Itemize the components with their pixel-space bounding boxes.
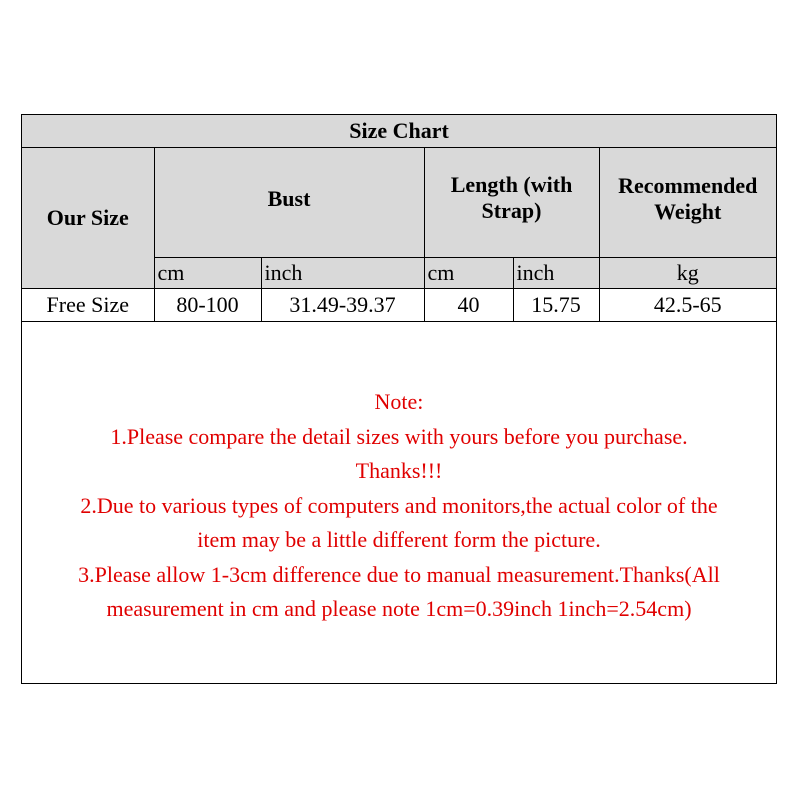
- table-title: Size Chart: [22, 115, 776, 148]
- cell-weight: 42.5-65: [599, 289, 776, 322]
- cell-length-inch: 15.75: [513, 289, 599, 322]
- header-weight: Recommended Weight: [599, 148, 776, 258]
- header-length: Length (with Strap): [424, 148, 599, 258]
- unit-length-inch: inch: [513, 258, 599, 289]
- note-line: 3.Please allow 1-3cm difference due to manual measurement.Thanks(All: [78, 561, 720, 587]
- table-header-row: [22, 148, 776, 258]
- unit-bust-inch: inch: [261, 258, 424, 289]
- cell-size: Free Size: [22, 289, 154, 322]
- unit-length-cm: cm: [424, 258, 513, 289]
- unit-weight: kg: [599, 258, 776, 289]
- note-line: item may be a little different form the picture.: [197, 527, 601, 552]
- unit-bust-cm: cm: [154, 258, 261, 289]
- table-row: [22, 289, 776, 322]
- cell-bust-inch: 31.49-39.37: [261, 289, 424, 322]
- header-bust: Bust: [154, 148, 424, 258]
- note-line: 2.Due to various types of computers and monitors,the actual color of the: [80, 492, 718, 518]
- note-heading: Note:: [374, 389, 424, 414]
- table-title-row: [22, 115, 776, 148]
- cell-length-cm: 40: [424, 289, 513, 322]
- note-line: 1.Please compare the detail sizes with yours before you purchase.: [110, 423, 688, 449]
- cell-bust-cm: 80-100: [154, 289, 261, 322]
- size-table: [22, 115, 776, 322]
- notes-block: [22, 385, 776, 627]
- note-line: measurement in cm and please note 1cm=0.39inch 1inch=2.54cm): [106, 596, 692, 621]
- size-chart-sheet: [21, 114, 777, 684]
- note-line: Thanks!!!: [355, 458, 443, 483]
- header-our-size: Our Size: [22, 148, 154, 289]
